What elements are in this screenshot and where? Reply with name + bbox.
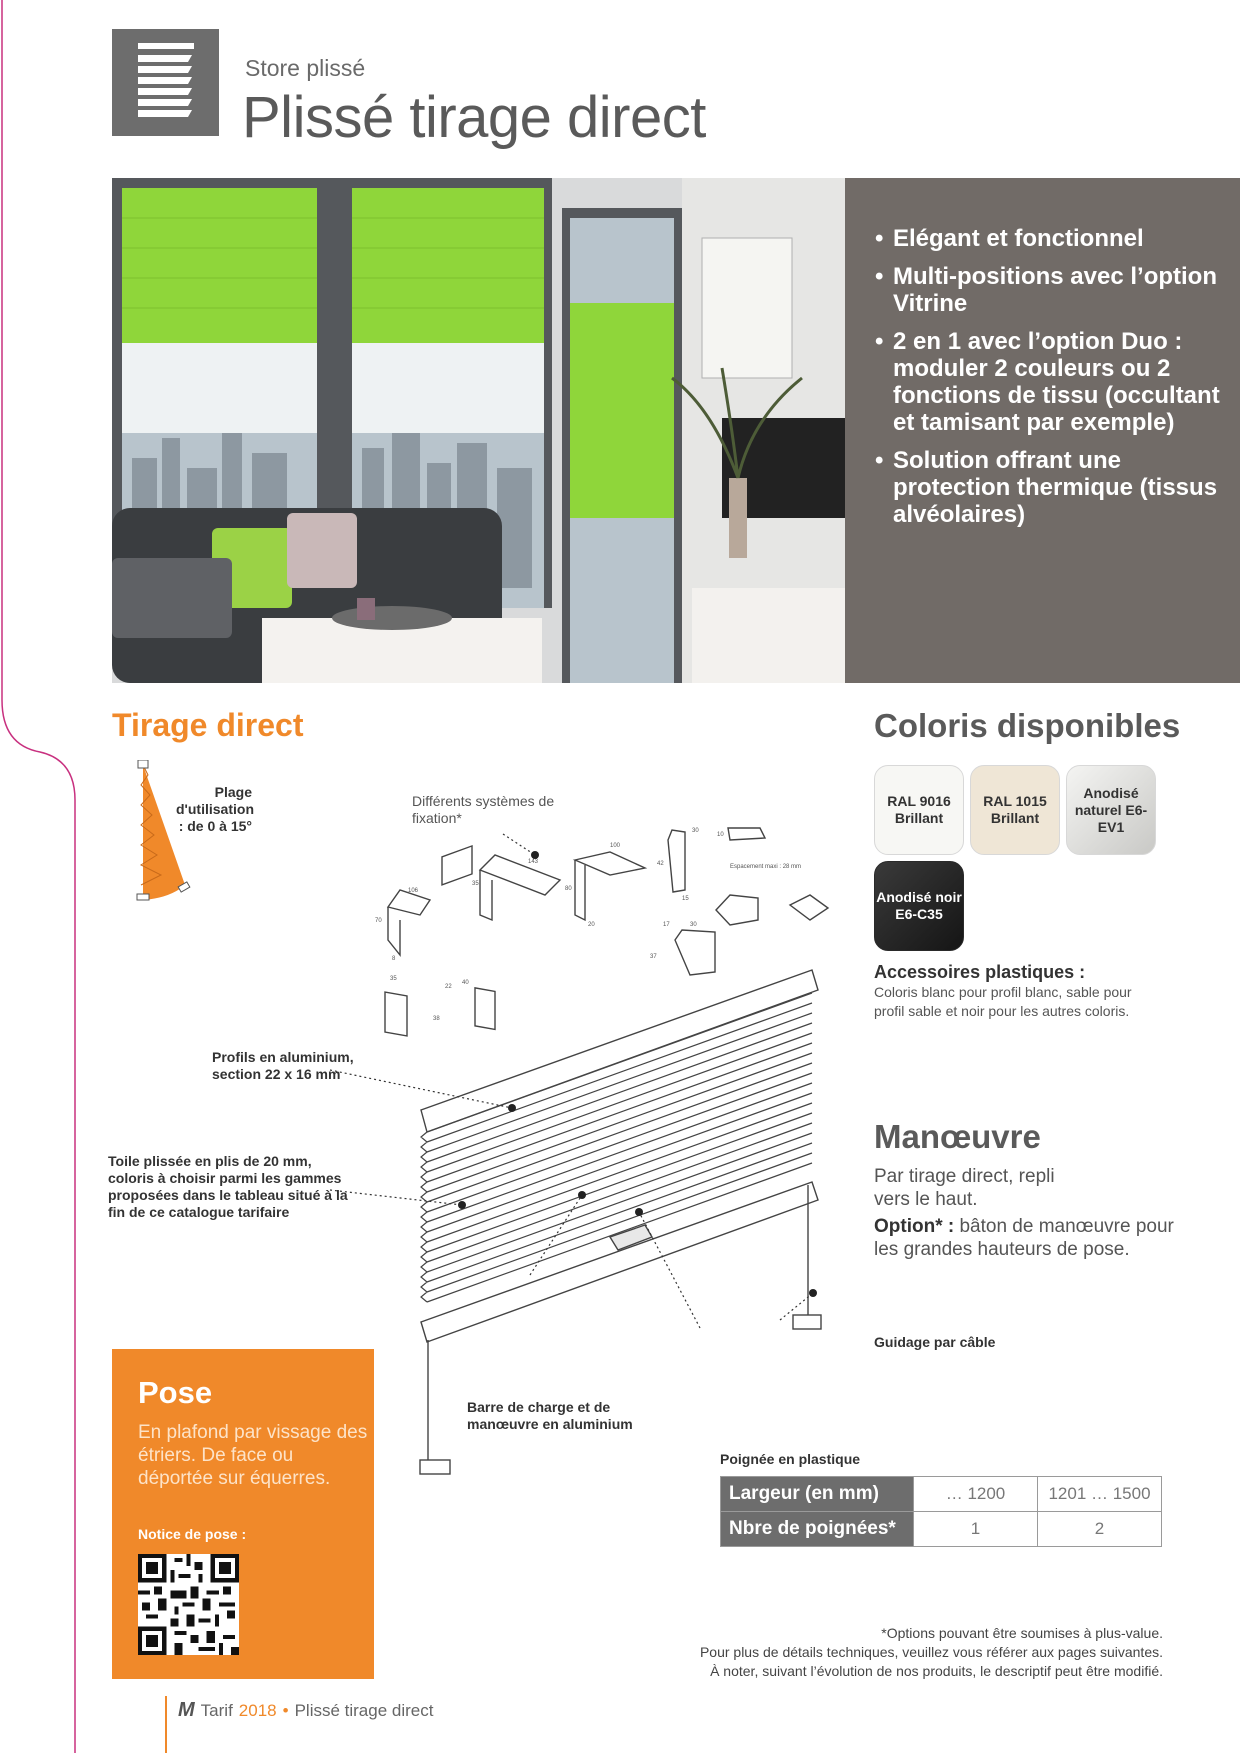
feature-item: • Multi-positions avec l’option Vitrine (875, 263, 1225, 317)
table-cell: 1 (914, 1512, 1038, 1547)
spec-table (720, 1476, 1162, 1547)
feature-item: • Solution offrant une protection thermique (tissus alvéolaires) (875, 447, 1225, 528)
dim-espacement: Espacement maxi : 28 mm (730, 864, 802, 870)
footer-separator: • (282, 1700, 289, 1720)
dim-37: 37 (650, 954, 657, 960)
footnote-line: *Options pouvant être soumises à plus-value. (881, 1625, 1163, 1641)
dim-42: 42 (657, 861, 664, 867)
pose-text: En plafond par vissage des étriers. De face ou déportée sur équerres. (138, 1422, 368, 1489)
manoeuvre-option (874, 1215, 1174, 1261)
option-text: bâton de manœuvre pour les grandes hauteurs de pose. (874, 1216, 1174, 1260)
dim-70: 70 (375, 918, 382, 924)
dim-143: 143 (528, 859, 539, 865)
footnote-line: À noter, suivant l’évolution de nos produits, le descriptif peut être modifié. (710, 1663, 1163, 1679)
swatch-anodise-naturel[interactable] (1066, 765, 1156, 855)
tirage-title: Tirage direct (112, 707, 304, 743)
dim-100: 100 (610, 843, 621, 849)
margin-curve (0, 0, 90, 1753)
footer-tarif: Tarif (200, 1700, 233, 1720)
features-panel (845, 178, 1240, 683)
swatch-label: Anodisé naturel E6-EV1 (1074, 784, 1148, 835)
pleated-blind-icon (112, 29, 219, 136)
dim-80: 80 (565, 886, 572, 892)
dim-20: 20 (588, 922, 595, 928)
dim-106: 106 (408, 888, 419, 894)
table-row (721, 1512, 1162, 1547)
table-cell: 1201 … 1500 (1038, 1477, 1162, 1512)
manoeuvre-title: Manœuvre (874, 1118, 1041, 1155)
callout-toile: Toile plissée en plis de 20 mm, coloris à choisir parmi les gammes proposées dans le tableau situé à la fin de ce catalogue tarifaire (108, 1153, 348, 1220)
bottom-bar (421, 1182, 818, 1342)
dim-8: 8 (392, 956, 396, 962)
pose-box (112, 1349, 374, 1679)
dim-15: 15 (682, 896, 689, 902)
accessories-title: Accessoires plastiques : (874, 962, 1086, 982)
manoeuvre-text (874, 1165, 1174, 1261)
pose-title: Pose (138, 1375, 213, 1410)
swatch-label: RAL 9016 Brillant (887, 793, 951, 826)
dim-30b: 30 (690, 922, 697, 928)
coloris-title: Coloris disponibles (874, 707, 1181, 744)
callout-poignee: Poignée en plastique (720, 1451, 861, 1467)
angle-label: Plage d'utilisation : de 0 à 15° (176, 784, 254, 834)
feature-item: • Elégant et fonctionnel (875, 225, 1225, 252)
swatch-ral-1015[interactable] (970, 765, 1060, 855)
green-blind-middle (352, 188, 544, 433)
option-label: Option* : (874, 1216, 955, 1237)
swatch-label: RAL 1015 Brillant (983, 793, 1047, 826)
brand-logo: M (178, 1699, 195, 1721)
callout-fixations: Différents systèmes de fixation* (412, 793, 555, 826)
dim-22: 22 (445, 984, 452, 990)
swatch-anodise-noir[interactable] (874, 861, 964, 951)
footer (178, 1699, 433, 1722)
dim-38: 38 (433, 1016, 440, 1022)
footer-bar (165, 1696, 167, 1753)
qr-code-icon[interactable] (138, 1554, 239, 1655)
pose-notice-label: Notice de pose : (138, 1526, 247, 1542)
footer-year: 2018 (238, 1700, 277, 1720)
table-row (721, 1477, 1162, 1512)
feature-item: • 2 en 1 avec l’option Duo : moduler 2 couleurs ou 2 fonctions de tissu (occultant et tamisant par exemple) (875, 328, 1225, 436)
callout-barre: Barre de charge et de manœuvre en aluminium (467, 1399, 633, 1432)
dim-35: 35 (390, 976, 397, 982)
manoeuvre-description: Par tirage direct, repli vers le haut. (874, 1166, 1055, 1210)
dim-30: 30 (692, 828, 699, 834)
dim-17: 17 (663, 922, 670, 928)
footer-page-title: Plissé tirage direct (294, 1700, 434, 1720)
dim-35b: 35 (472, 881, 479, 887)
swatch-label: Anodisé noir E6-C35 (876, 889, 962, 922)
green-blind-left (122, 188, 317, 433)
swatch-ral-9016[interactable] (874, 765, 964, 855)
callout-profils: Profils en aluminium, section 22 x 16 mm (212, 1049, 354, 1082)
table-cell: … 1200 (914, 1477, 1038, 1512)
callout-guidage: Guidage par câble (874, 1334, 996, 1350)
accessories-text: Coloris blanc pour profil blanc, sable pour profil sable et noir pour les autres coloris. (874, 984, 1132, 1019)
dim-40: 40 (462, 980, 469, 986)
features-list (875, 225, 1225, 539)
table-cell: 2 (1038, 1512, 1162, 1547)
hero-photo (112, 178, 845, 683)
footnotes (700, 1624, 1163, 1681)
footnote-line: Pour plus de détails techniques, veuillez vous référer aux pages suivantes. (699, 1644, 1163, 1660)
page-title: Plissé tirage direct (242, 85, 706, 150)
green-blind-right (570, 303, 674, 518)
row-header: Nbre de poignées* (721, 1512, 914, 1547)
row-header: Largeur (en mm) (721, 1477, 914, 1512)
page-subtitle: Store plissé (245, 55, 366, 81)
dim-10: 10 (717, 832, 724, 838)
